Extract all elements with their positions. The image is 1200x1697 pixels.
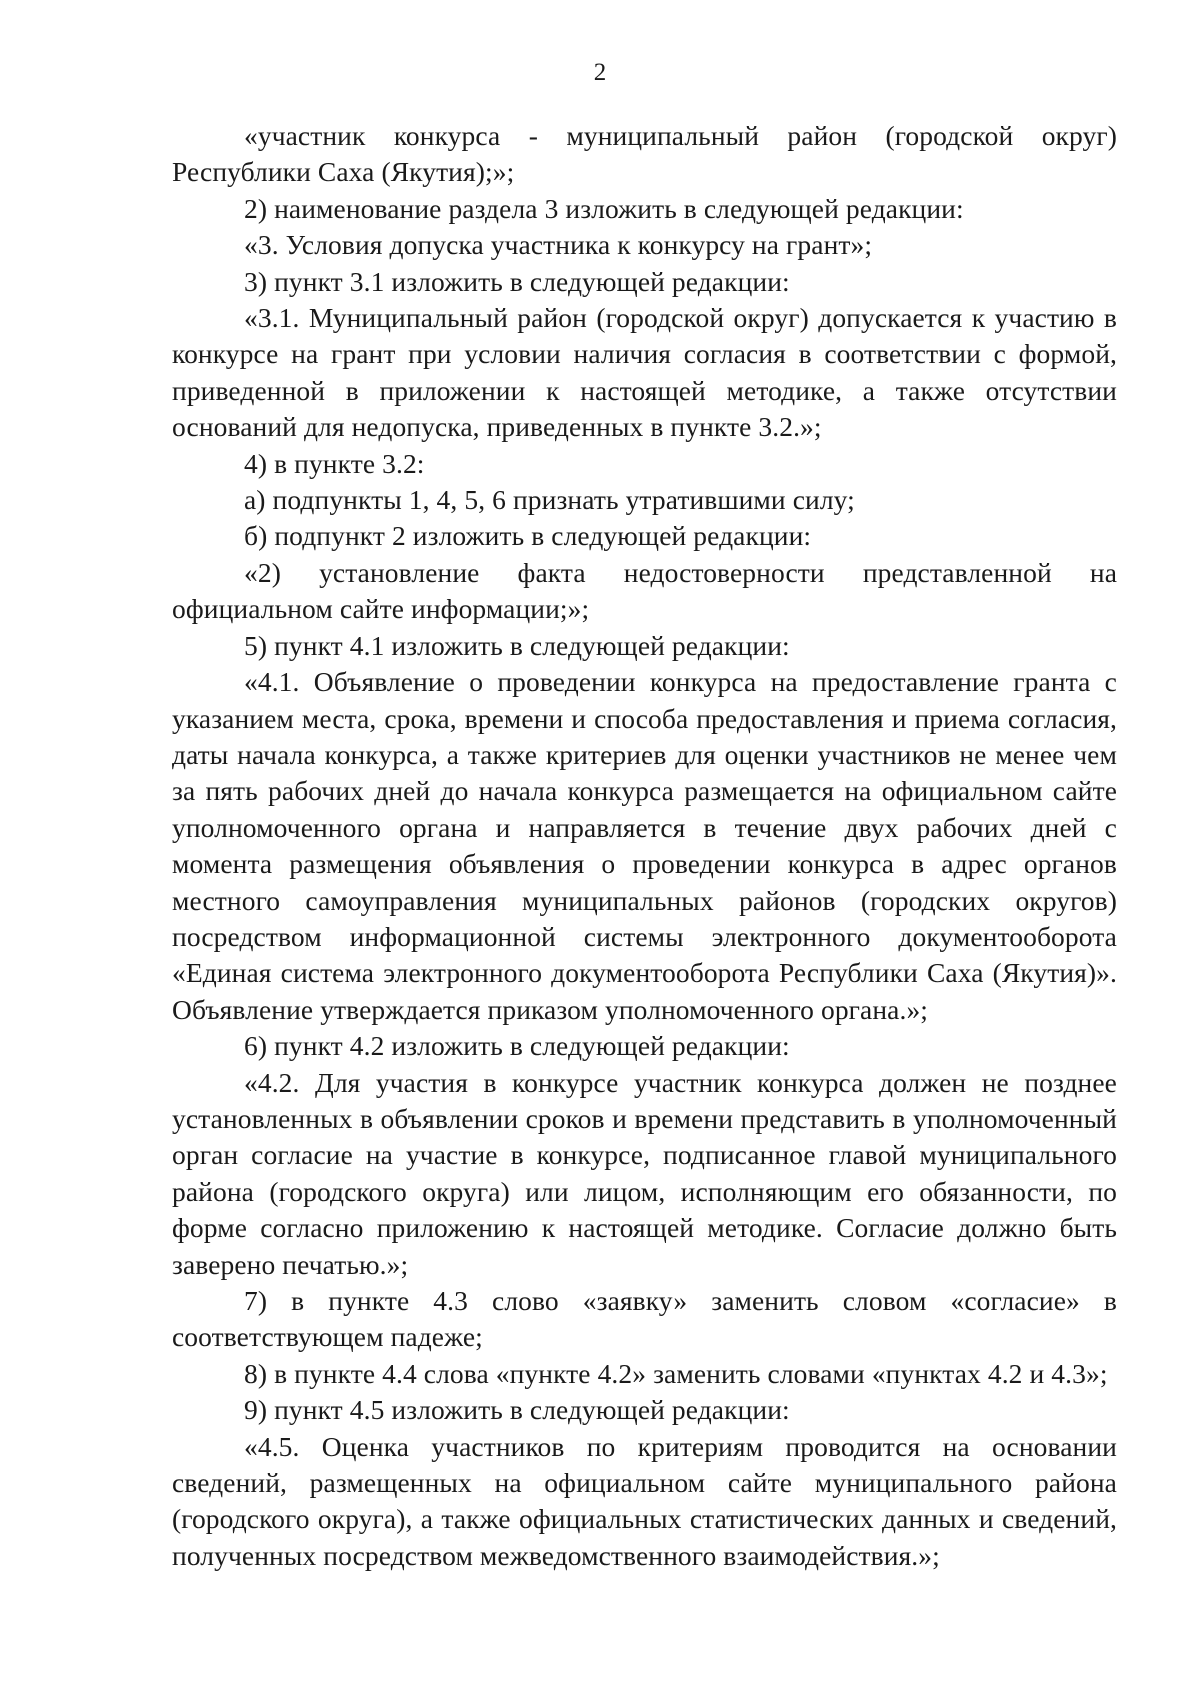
paragraph: «4.5. Оценка участников по критериям проводится на основании сведений, размещенных на официальном сайте муниципального района (городского округа), а также официальных статистических данных и сведений, полученных посредством межведомственного взаимодействия.»; (172, 1430, 1117, 1571)
paragraph: «4.1. Объявление о проведении конкурса на предоставление гранта с указанием места, срока, времени и способа предоставления и приема согласия, даты начала конкурса, а также критериев для оценки участников не менее чем за пять рабочих дней до начала конкурса размещается на официальном сайте уполномоченного органа и направляется в течение двух рабочих дней с момента размещения объявления о проведении конкурса в адрес органов местного самоуправления муниципальных районов (городских округов) посредством информационной системы электронного документооборота «Единая система электронного документооборота Республики Саха (Якутия)». Объявление утверждается приказом уполномоченного органа.»; (172, 666, 1117, 1025)
paragraph: 8) в пункте 4.4 слова «пункте 4.2» заменить словами «пунктах 4.2 и 4.3»; (244, 1357, 1108, 1389)
paragraph: 5) пункт 4.1 изложить в следующей редакции: (244, 629, 790, 661)
paragraph: а) подпункты 1, 4, 5, 6 признать утратившими силу; (244, 484, 855, 516)
paragraph: «3.1. Муниципальный район (городской округ) допускается к участию в конкурсе на грант при условии наличия согласия в соответствии с формой, приведенной в приложении к настоящей методике, а также отсутствии оснований для недопуска, приведенных в пункте 3.2.»; (172, 302, 1117, 443)
paragraph: 6) пункт 4.2 изложить в следующей редакции: (244, 1030, 790, 1062)
paragraph: 7) в пункте 4.3 слово «заявку» заменить словом «согласие» в соответствующем падеже; (172, 1285, 1117, 1353)
paragraph: 4) в пункте 3.2: (244, 447, 425, 479)
paragraph: «3. Условия допуска участника к конкурсу на грант»; (244, 229, 873, 261)
page-number: 2 (593, 59, 607, 86)
paragraph: «участник конкурса - муниципальный район (городской округ) Республики Саха (Якутия);»; (172, 120, 1117, 188)
paragraph: «4.2. Для участия в конкурсе участник конкурса должен не позднее установленных в объявлении сроков и времени представить в уполномоченный орган согласие на участие в конкурсе, подписанное главой муниципального района (городского округа) или лицом, исполняющим его обязанности, по форме согласно приложению к настоящей методике. Согласие должно быть заверено печатью.»; (172, 1066, 1117, 1280)
document-body (172, 118, 1117, 1574)
paragraph: «2) установление факта недостоверности представленной на официальном сайте информации;»; (172, 556, 1117, 625)
paragraph: 2) наименование раздела 3 изложить в следующей редакции: (244, 192, 964, 224)
paragraph: 3) пункт 3.1 изложить в следующей редакции: (244, 265, 790, 297)
paragraph: 9) пункт 4.5 изложить в следующей редакции: (244, 1394, 790, 1426)
paragraph: б) подпункт 2 изложить в следующей редакции: (244, 520, 812, 552)
